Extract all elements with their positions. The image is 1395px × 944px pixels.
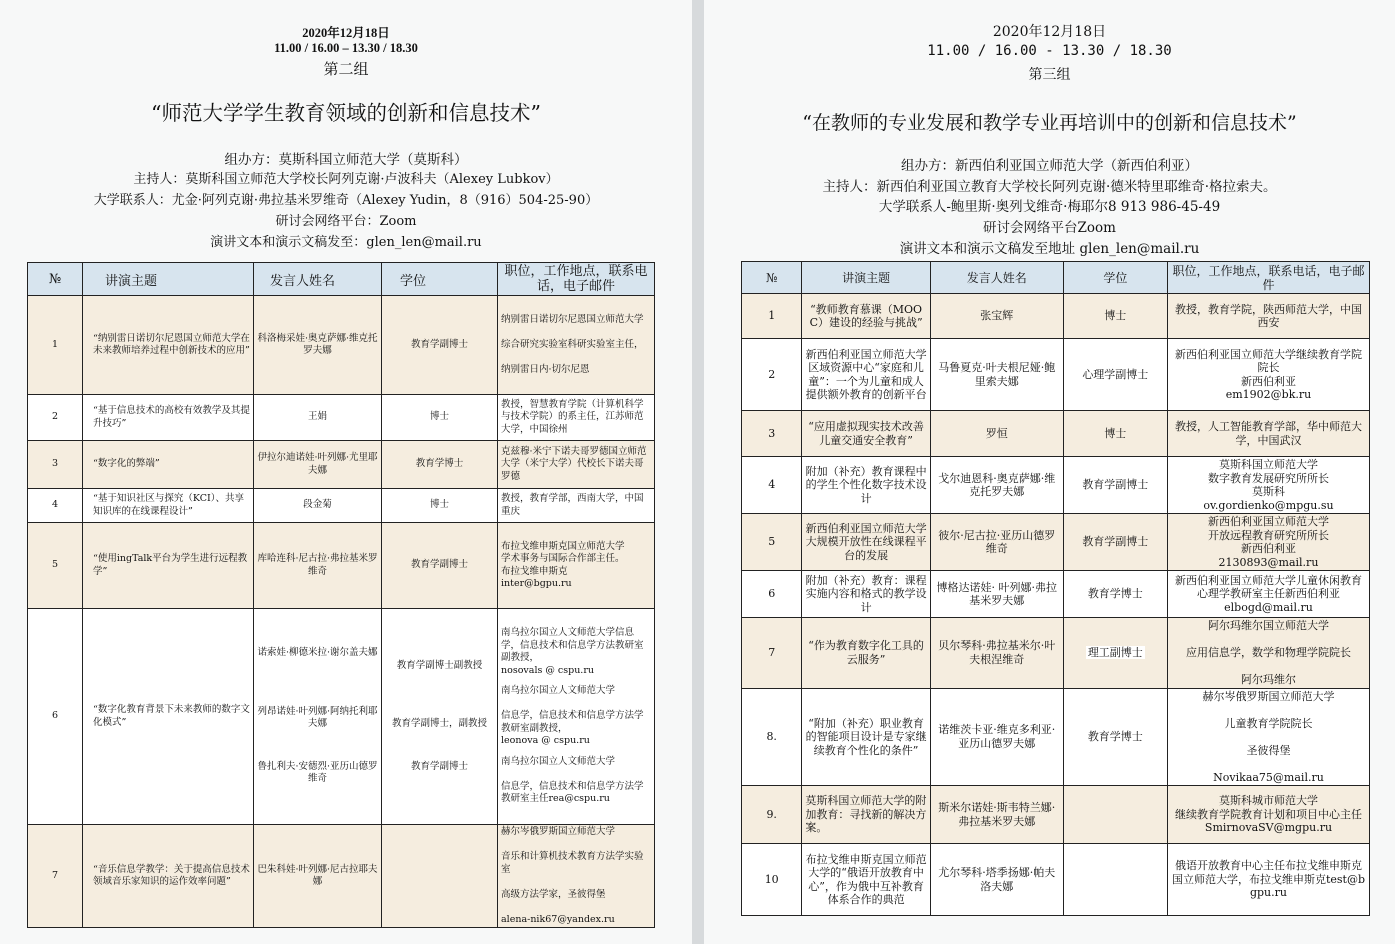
row-number: 3 [28,441,83,489]
row-info: 南乌拉尔国立人文师范大学 信息学，信息技术和信息学方法学教研室主任rea@cspu.ru [501,755,644,805]
row-speaker: 彼尔·尼古拉·亚历山德罗维奇 [930,514,1063,571]
row-speaker: 伊拉尔迪诺娃·叶列娜·尤里耶夫娜 [254,441,382,489]
row-degree: 教育学博士 [1063,688,1167,786]
row-info: 布拉戈维申斯克国立师范大学 学术事务与国际合作部主任。 布拉戈维申斯克 inter@bgpu.ru [498,523,655,609]
row-speaker: 马鲁夏克·叶夫根尼娅·鲍里索夫娜 [930,339,1063,411]
group-label: 第二组 [323,60,369,78]
page-title: “在教师的专业发展和教学专业再培训中的创新和信息技术” [802,112,1297,134]
date: 2020年12月18日 [992,24,1107,40]
row-topic: “应用虚拟现实技术改善儿童交通安全教育” [802,411,930,457]
date: 2020年12月18日 [302,26,390,40]
row-degree [1063,844,1167,916]
table-row [28,609,655,825]
header-degree: 学位 [382,263,498,296]
table-row [742,844,1370,916]
row-degree: 教育学博士 [382,441,498,489]
table-row [742,339,1370,411]
row-speaker: 博格达诺娃· 叶列娜·弗拉基米罗夫娜 [930,571,1063,618]
table-row [28,825,655,928]
row-number: 1 [28,296,83,395]
row-info: 新西伯利亚国立师范大学继续教育学院院长 新西伯利亚 em1902@bk.ru [1167,339,1369,411]
speakers-table [27,262,655,928]
row-info: 莫斯科城市师范大学 继续教育学院教育计划和项目中心主任 SmirnovaSV@mgpu.ru [1167,786,1369,844]
row-degree-cell [1063,618,1167,689]
row-info: 教授，人工智能教育学部，华中师范大学，中国武汉 [1167,411,1369,457]
header-speaker: 发言人姓名 [930,262,1063,294]
row-degree: 教育学副博士副教授 [396,659,483,671]
row-topic: 新西伯利亚国立师范大学 大规模开放性在线课程平台的发展 [802,514,930,571]
row-topic: “基于知识社区与探究（KCI）、共享知识库的在线课程设计” [83,489,254,523]
row-speaker: 诺维茨卡亚·维克多利亚·亚历山德罗夫娜 [930,688,1063,786]
header-topic: 讲演主题 [802,262,930,294]
table-row [742,571,1370,618]
page-title: “师范大学学生教育领域的创新和信息技术” [151,101,541,125]
row-info: 南乌拉尔国立人文师范大学信息学，信息技术和信息学方法教研室副教授， nosovals @ cspu.ru [501,627,644,676]
organizer: 组办方：新西伯利亚国立师范大学（新西伯利亚） [901,158,1198,174]
row-speaker: 贝尔琴科·弗拉基米尔·叶夫根涅维奇 [930,618,1063,689]
organizer: 组办方：莫斯科国立师范大学（莫斯科） [224,152,468,168]
header-speaker: 发言人姓名 [254,263,382,296]
row-topic: 新西伯利亚国立师范大学区域资源中心“家庭和儿童”：一个为儿童和成人提供额外教育的创新平台 [802,339,930,411]
row-speaker: 罗恒 [930,411,1063,457]
row-degree: 教育学副博士 [382,296,498,395]
row-topic: “数字化的弊端” [83,441,254,489]
table-row [28,489,655,523]
table-row [742,411,1370,457]
row-topic: “音乐信息学教学：关于提高信息技术领域音乐家知识的运作效率问题” [83,825,254,928]
row-number: 1 [742,294,802,339]
row-number: 5 [742,514,802,571]
row-topic: 附加（补充）教育课程中的学生个性化数字技术设计 [802,457,930,514]
speakers-table [741,261,1370,916]
row-number: 6 [28,609,83,825]
row-degree: 心理学副博士 [1063,339,1167,411]
row-number: 5 [28,523,83,609]
group-label: 第三组 [1028,67,1071,83]
platform: 研讨会网络平台Zoom [983,220,1116,236]
time: 11.00 / 16.00 - 13.30 / 18.30 [927,43,1172,59]
table-row [742,688,1370,786]
row-degree: 教育学副博士 [1063,514,1167,571]
row-topic: 莫斯科国立师范大学的附加教育：寻找新的解决方案。 [802,786,930,844]
row-topic: “作为教育数字化工具的云服务” [802,618,930,689]
table-row [28,441,655,489]
row-topic: “附加（补充）职业教育的智能项目设计是专家继续教育个性化的条件” [802,688,930,786]
header-position: 职位，工作地点，联系电话，电子邮件 [1167,262,1369,294]
row-info: 莫斯科国立师范大学 数字教育发展研究所所长 莫斯科 ov.gordienko@mpgu.su [1167,457,1369,514]
row-number: 10 [742,844,802,916]
row-info: 南乌拉尔国立人文师范大学 信息学，信息技术和信息学方法学教研室副教授， leonova @ cspu.ru [501,685,644,747]
row-degree: 教育学副博士 [1063,457,1167,514]
row-speaker: 戈尔迪恩科·奥克萨娜·维克托罗夫娜 [930,457,1063,514]
row-speaker: 王娟 [254,395,382,441]
row-number: 2 [742,339,802,411]
row-infos [498,609,655,825]
row-info: 纳别雷日诺切尔尼恩国立师范大学 综合研究实验室科研实验室主任， 纳别雷日内·切尔尼恩 [498,296,655,395]
row-degree: 理工副博士 [1087,646,1143,659]
row-speaker: 鲁扎利夫·安德烈·亚历山德罗维奇 [257,760,378,785]
row-degree: 博士 [382,395,498,441]
row-speaker: 科洛梅采娃·奥克萨娜·维克托罗夫娜 [254,296,382,395]
row-number: 2 [28,395,83,441]
row-degree: 博士 [382,489,498,523]
table-row [28,395,655,441]
row-number: 4 [28,489,83,523]
university-contact: 大学联系人：尤金·阿列克谢·弗拉基米罗维奇（Alexey Yudin，8（916）504-25-90） [93,193,599,208]
row-info: 赫尔岑俄罗斯国立师范大学 儿童教育学院院长 圣彼得堡 Novikaa75@mail.ru [1167,688,1369,786]
row-degree: 教育学副博士 [382,523,498,609]
table-row [742,294,1370,339]
row-topic: “数字化教育背景下未来教师的数字文化模式” [83,609,254,825]
row-speaker: 诺索娃·柳德米拉·谢尔盖夫娜 [257,647,378,659]
row-info: 俄语开放教育中心主任布拉戈维申斯克国立师范大学，布拉戈维申斯克test@bgpu.ru [1167,844,1369,916]
row-speaker: 库哈连科·尼古拉·弗拉基米罗维奇 [254,523,382,609]
row-degree: 教育学副博士，副教授 [391,718,487,730]
row-number: 3 [742,411,802,457]
table-row [28,523,655,609]
row-degree: 博士 [1063,294,1167,339]
send-to: 演讲文本和演示文稿发至地址 glen_len@mail.ru [899,241,1200,257]
row-topic: 布拉戈维申斯克国立师范大学的“俄语开放教育中心”，作为俄中互补教育体系合作的典范 [802,844,930,916]
row-info: 克兹穆·米宁下诺夫哥罗德国立师范大学（米宁大学）代校长下诺夫哥罗德 [498,441,655,489]
header-topic: 讲演主题 [83,263,254,296]
row-info: 新西伯利亚国立师范大学儿童休闲教育心理学教研室主任新西伯利亚 elbogd@mail.ru [1167,571,1369,618]
row-degree [1063,786,1167,844]
header-number: № [28,263,83,296]
send-to: 演讲文本和演示文稿发至：glen_len@mail.ru [210,235,482,250]
host: 主持人：新西伯利亚国立教育大学校长阿列克谢·德米特里耶维奇·格拉索夫。 [822,179,1277,195]
row-number: 9. [742,786,802,844]
row-number: 6 [742,571,802,618]
table-row [742,514,1370,571]
row-topic: “使用ingTalk平台为学生进行远程教学” [83,523,254,609]
row-info: 教授，智慧教育学院（计算机科学与技术学院）的系主任，江苏师范大学，中国徐州 [498,395,655,441]
row-speaker: 巴朱科娃·叶列娜·尼古拉耶夫娜 [254,825,382,928]
table-row [742,786,1370,844]
row-info: 赫尔岑俄罗斯国立师范大学 音乐和计算机技术教育方法学实验室 高级方法学家，圣彼得堡 alena-nik67@yandex.ru [498,825,655,928]
row-degree: 博士 [1063,411,1167,457]
left-page [0,0,692,944]
header-number: № [742,262,802,294]
row-info: 教授，教育学院，陕西师范大学，中国西安 [1167,294,1369,339]
row-speaker: 张宝辉 [930,294,1063,339]
row-speaker: 斯米尔诺娃·斯韦特兰娜·弗拉基米罗夫娜 [930,786,1063,844]
right-page [704,0,1395,944]
table-header-row [28,263,655,296]
table-row [28,296,655,395]
row-speaker: 段金菊 [254,489,382,523]
row-speaker: 列昂诺娃·叶列娜·阿纳托利耶夫娜 [257,705,378,730]
table-header-row [742,262,1370,294]
row-number: 4 [742,457,802,514]
row-number: 8. [742,688,802,786]
row-info: 新西伯利亚国立师范大学 开放远程教育研究所所长 新西伯利亚 2130893@mail.ru [1167,514,1369,571]
row-number: 7 [28,825,83,928]
table-row [742,457,1370,514]
header-position: 职位，工作地点，联系电话，电子邮件 [498,263,655,296]
platform: 研讨会网络平台：Zoom [275,214,417,229]
row-degree [382,825,498,928]
row-info: 阿尔玛维尔国立师范大学 应用信息学，数学和物理学院院长 阿尔玛维尔 [1167,618,1369,689]
row-topic: “纳别雷日诺切尔尼恩国立师范大学在未来教师培养过程中创新技术的应用” [83,296,254,395]
host: 主持人：莫斯科国立师范大学校长阿列克谢·卢波科夫（Alexey Lubkov） [133,172,559,187]
row-topic: “基于信息技术的高校有效教学及其提升技巧” [83,395,254,441]
row-info: 教授，教育学部，西南大学，中国重庆 [498,489,655,523]
row-degree: 教育学副博士 [410,760,468,772]
row-speakers [254,609,382,825]
time: 11.00 / 16.00 – 13.30 / 18.30 [274,41,418,55]
page-gap [692,0,704,944]
university-contact: 大学联系人-鲍里斯·奥列戈维奇·梅耶尔8 913 986-45-49 [878,199,1221,215]
row-number: 7 [742,618,802,689]
header-degree: 学位 [1063,262,1167,294]
row-degrees [382,609,498,825]
table-row [742,618,1370,689]
row-topic: “教师教育慕课（MOOC）建设的经验与挑战” [802,294,930,339]
row-topic: 附加（补充）教育：课程实施内容和格式的教学设计 [802,571,930,618]
row-speaker: 尤尔琴科·塔季扬娜·帕夫洛夫娜 [930,844,1063,916]
row-degree: 教育学博士 [1063,571,1167,618]
